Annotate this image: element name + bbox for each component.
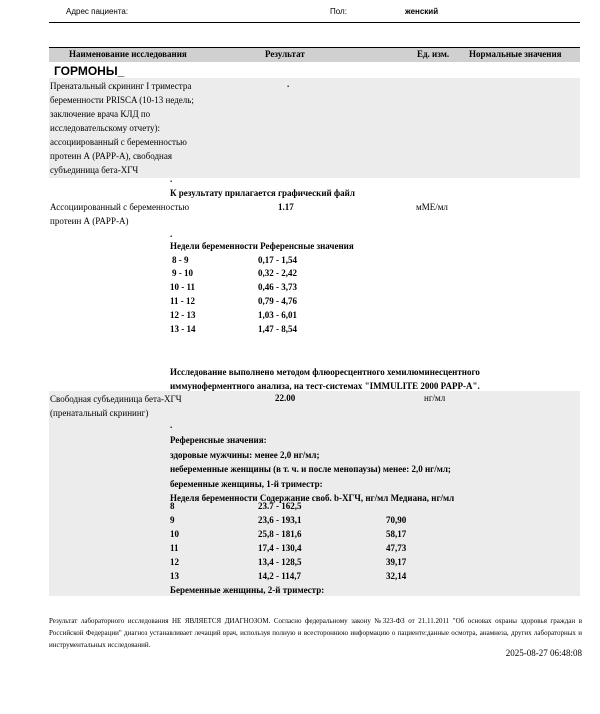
hcg-median: 58,17 [386,529,407,539]
pappa-ref-range: 0,46 - 3,73 [258,282,297,292]
hcg-median: 47,73 [386,543,407,553]
hcg-range: 23,6 - 193,1 [258,515,302,525]
results-table-header [49,47,580,62]
hcg-dot: . [170,420,173,430]
pappa-result: 1.17 [278,202,294,212]
prisca-result: . [287,79,290,89]
pappa-name: Ассоциированный с беременностью протеин А (PAPP-A) [50,202,190,226]
hcg-range: 14,2 - 114,7 [258,571,302,581]
pappa-ref-range: 0,32 - 2,42 [258,268,297,278]
pappa-ref-range: 1,47 - 8,54 [258,324,297,334]
hcg-unit: нг/мл [424,393,446,403]
hcg-week: 8 [170,501,175,511]
pappa-ref-week: 10 - 11 [170,282,196,292]
hcg-week: 10 [170,529,179,539]
hcg-week: 11 [170,543,179,553]
hcg-name: Свободная субъединица бета-ХГЧ (пренатальный скрининг) [50,394,182,418]
prisca-name: Пренатальный скрининг I триместра беременности PRISCA (10-13 недель; заключение врача КЛД по исследовательскому отчету): ассоциированный с беременностью протеин А (PAPP-A), свободная субъединица бета-ХГЧ [50,81,194,175]
patient-sex-value: женский [405,7,439,16]
pappa-ref-range: 0,17 - 1,54 [258,255,297,265]
col-name-header: Наименование исследования [69,49,187,59]
hcg-trimester2-note: Беременные женщины, 2-й триместр: [170,585,325,595]
hcg-median: 70,90 [386,515,407,525]
pappa-ref-week: 12 - 13 [170,310,196,320]
hcg-week: 13 [170,571,179,581]
pappa-ref-range: 0,79 - 4,76 [258,296,297,306]
hcg-range: 25,8 - 181,6 [258,529,302,539]
hcg-result: 22.00 [275,393,296,403]
section-title: ГОРМОНЫ_ [54,64,125,78]
pappa-method-note: Исследование выполнено методом флюоресцентного хемилюминесцентного иммуноферментного анализа, на тест-системах "IMMULITE 2000 PAPP-A". [170,367,480,391]
hcg-median: 39,17 [386,557,407,567]
col-normal-header: Нормальные значения [469,49,562,59]
prisca-dot: . [170,174,173,184]
header-divider [49,22,580,23]
hcg-median: 32,14 [386,571,407,581]
pappa-ref-week: 9 - 10 [172,268,193,278]
pappa-ref-header: Недели беременности Референсные значения [170,241,354,251]
hcg-week: 12 [170,557,179,567]
pappa-ref-week: 8 - 9 [172,255,189,265]
footer-disclaimer: Результат лабораторного исследования НЕ ЯВЛЯЕТСЯ ДИАГНОЗОМ. Согласно федеральному закону №323-ФЗ от 21.11.2011 "Об основах охраны здоровья граждан в Российской Федерации" диагноз устанавливает лечащий врач, используя полную и всестороннюю информацию о пациенте:данные осмотра, анамнеза, других лабораторных и инструментальных исследований. [49,617,582,649]
col-unit-header: Ед. изм. [417,49,450,59]
pappa-ref-week: 11 - 12 [170,296,196,306]
hcg-range: 23.7 - 162,5 [258,501,302,511]
hcg-range: 13,4 - 128,5 [258,557,302,567]
hcg-ref-notes: Референсные значения: здоровые мужчины: менее 2,0 нг/мл; небеременные женщины (в т. ч. и после менопаузы) менее: 2,0 нг/мл; беременные женщины, 1-й триместр: Неделя беременности Содержание своб. b-ХГЧ, нг/мл Медиана, нг/мл [170,435,455,503]
print-timestamp: 2025-08-27 06:48:08 [505,648,582,658]
patient-address-label: Адрес пациента: [66,7,129,16]
patient-sex-label: Пол: [330,7,347,16]
hcg-week: 9 [170,515,175,525]
pappa-ref-week: 13 - 14 [170,324,196,334]
pappa-unit: мМЕ/мл [416,202,448,212]
hcg-range: 17,4 - 130,4 [258,543,302,553]
pappa-ref-range: 1,03 - 6,01 [258,310,297,320]
col-result-header: Результат [265,49,305,59]
prisca-graphic-note: К результату прилагается графический файл [170,188,355,198]
pappa-dot: . [170,229,173,239]
